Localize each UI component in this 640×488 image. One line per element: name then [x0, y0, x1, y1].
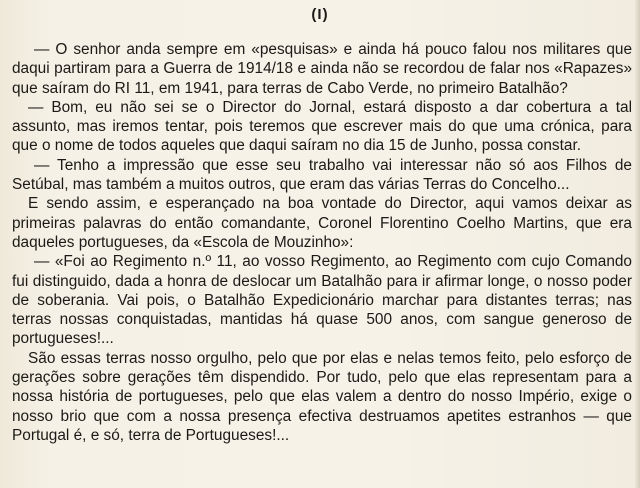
- page-edge-shadow: [634, 0, 640, 488]
- paragraph: São essas terras nosso orgulho, pelo que por elas e nelas temos feito, pelo esforço de gerações sobre gerações têm dispendido. Por tudo, pelo que elas representam para a nossa história de portugueses, pelo que elas valem a dentro do nosso Império, exige o nosso brio que com a nossa presença efectiva destruamos apetites estranhos — que Portugal é, e só, terra de Portugueses!...: [12, 349, 632, 444]
- paragraph: — O senhor anda sempre em «pesquisas» e ainda há pouco falou nos militares que daqui partiram para a Guerra de 1914/18 e ainda não se recordou de falar nos «Rapazes» que saíram do RI 11, em 1941, para terras de Cabo Verde, no primeiro Batalhão?: [12, 41, 632, 97]
- paragraph: E sendo assim, e esperançado na boa vontade do Director, aqui vamos deixar as primeiras palavras do então comandante, Coronel Florentino Coelho Martins, que era daqueles portugueses, da «Escola de Mouzinho»:: [12, 195, 632, 251]
- paragraph: — Tenho a impressão que esse seu trabalho vai interessar não só aos Filhos de Setúbal, mas também a muitos outros, que eram das várias Terras do Concelho...: [12, 156, 632, 194]
- article-body: [12, 40, 632, 445]
- paragraph: — Bom, eu não sei se o Director do Jornal, estará disposto a dar cobertura a tal assunto, mas iremos tentar, pois teremos que escrever mais do que uma crónica, para que o nome de todos aqueles que daqui saíram no dia 15 de Junho, possa constar.: [12, 98, 632, 155]
- paragraph: — «Foi ao Regimento n.º 11, ao vosso Regimento, ao Regimento com cujo Comando fui distinguido, dada a honra de deslocar um Batalhão para ir afirmar longe, o nosso poder de soberania. Vai pois, o Batalhão Expedicionário marchar para distantes terras; nas terras nossas conquistadas, mantidas há quase 500 anos, com sangue generoso de portugueses!...: [12, 253, 632, 348]
- section-heading: (I): [311, 6, 329, 23]
